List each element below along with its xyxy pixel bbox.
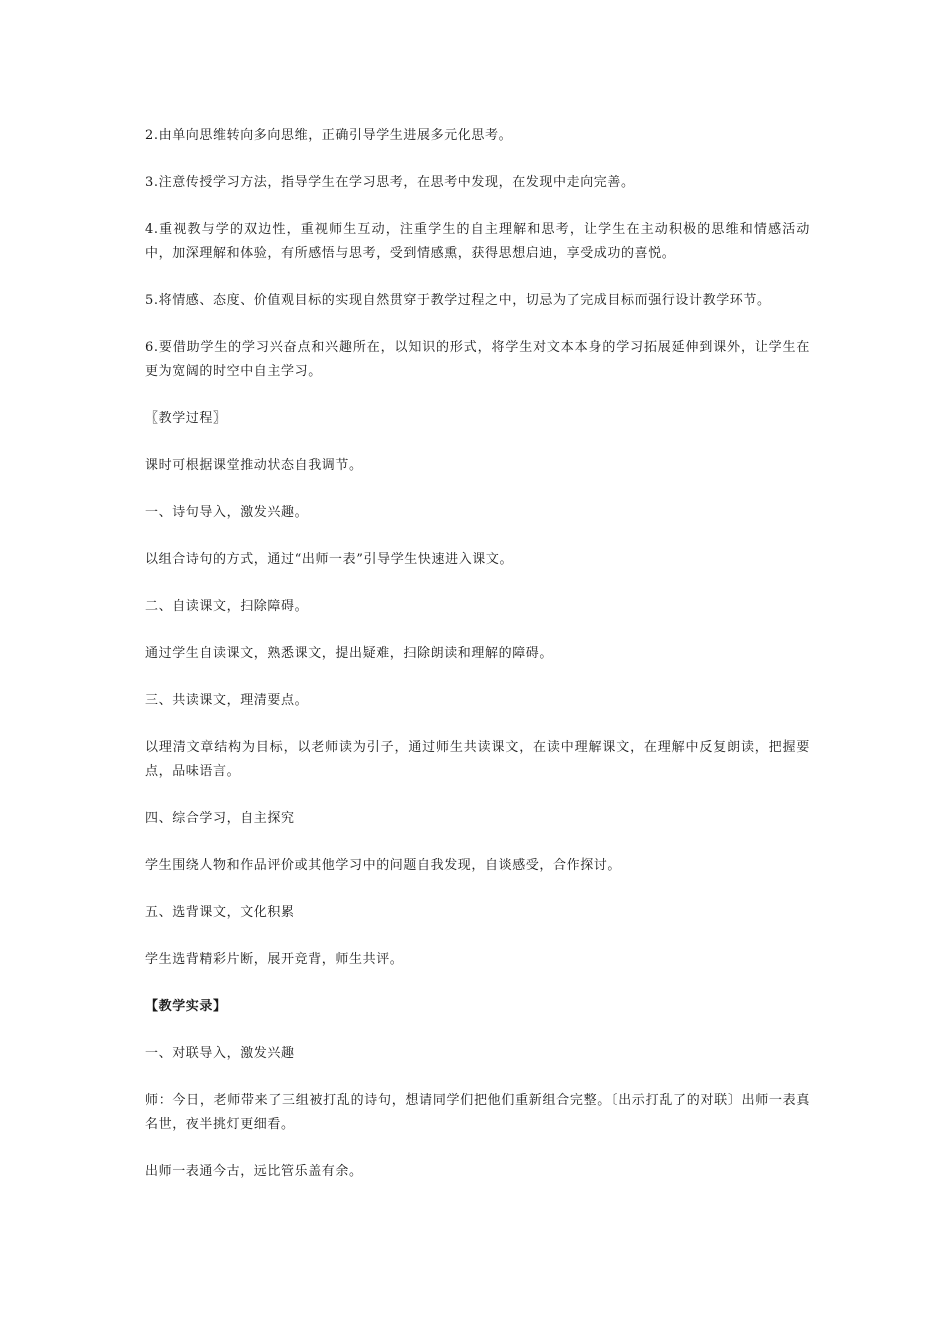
step-heading-2: 二、自读课文，扫除障碍。 bbox=[145, 599, 309, 614]
step-heading-1: 一、诗句导入，激发兴趣。 bbox=[145, 505, 309, 520]
paragraph-point-6: 6.要借助学生的学习兴奋点和兴趣所在，以知识的形式，将学生对文本本身的学习拓展延伸到课外，让学生在更为宽阔的时空中自主学习。 bbox=[145, 340, 810, 379]
step-body-5: 学生选背精彩片断，展开竞背，师生共评。 bbox=[145, 952, 404, 967]
record-body-teacher: 师：今日，老师带来了三组被打乱的诗句，想请同学们把他们重新组合完整。〔出示打乱了的对联〕出师一表真名世，夜半挑灯更细看。 bbox=[145, 1093, 810, 1132]
record-heading-1: 一、对联导入，激发兴趣 bbox=[145, 1046, 295, 1061]
paragraph-point-5: 5.将情感、态度、价值观目标的实现自然贯穿于教学过程之中，切忌为了完成目标而强行设计教学环节。 bbox=[145, 293, 771, 308]
document-body bbox=[145, 124, 810, 1207]
step-body-2: 通过学生自读课文，熟悉课文，提出疑难，扫除朗读和理解的障碍。 bbox=[145, 646, 554, 661]
paragraph-point-3: 3.注意传授学习方法，指导学生在学习思考，在思考中发现，在发现中走向完善。 bbox=[145, 175, 635, 190]
step-body-1: 以组合诗句的方式，通过“出师一表”引导学生快速进入课文。 bbox=[145, 552, 514, 567]
paragraph-point-2: 2.由单向思维转向多向思维，正确引导学生进展多元化思考。 bbox=[145, 128, 513, 143]
record-body-couplet: 出师一表通今古，远比管乐盖有余。 bbox=[145, 1164, 363, 1179]
paragraph-class-hours: 课时可根据课堂推动状态自我调节。 bbox=[145, 458, 363, 473]
step-heading-5: 五、选背课文，文化积累 bbox=[145, 905, 295, 920]
step-heading-3: 三、共读课文，理清要点。 bbox=[145, 693, 309, 708]
step-heading-4: 四、综合学习，自主探究 bbox=[145, 811, 295, 826]
section-heading-teaching-record: 【教学实录】 bbox=[145, 999, 227, 1014]
section-heading-teaching-process: 〖教学过程〗 bbox=[145, 411, 227, 426]
step-body-3: 以理清文章结构为目标，以老师读为引子，通过师生共读课文，在读中理解课文，在理解中反复朗读，把握要点，品味语言。 bbox=[145, 740, 810, 779]
step-body-4: 学生围绕人物和作品评价或其他学习中的问题自我发现，自谈感受，合作探讨。 bbox=[145, 858, 622, 873]
paragraph-point-4: 4.重视教与学的双边性，重视师生互动，注重学生的自主理解和思考，让学生在主动积极的思维和情感活动中，加深理解和体验，有所感悟与思考，受到情感熏，获得思想启迪，享受成功的喜悦。 bbox=[145, 222, 810, 261]
